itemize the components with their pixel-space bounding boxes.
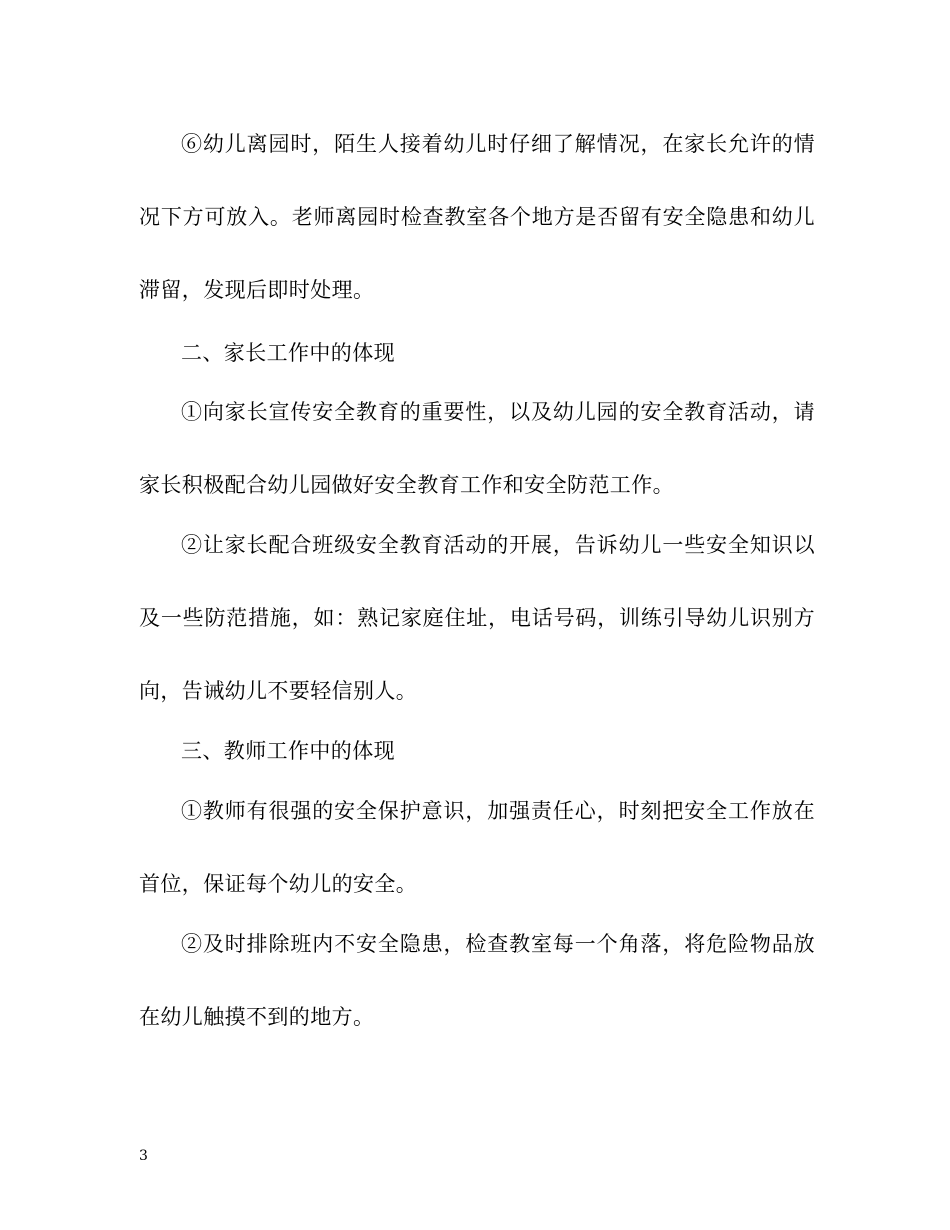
paragraph-line: 及一些防范措施，如：熟记家庭住址，电话号码，训练引导幼儿识别方 bbox=[139, 606, 815, 630]
page-number: 3 bbox=[139, 1148, 148, 1164]
paragraph-line: 向，告诫幼儿不要轻信别人。 bbox=[139, 679, 418, 703]
paragraph-line: ①向家长宣传安全教育的重要性，以及幼儿园的安全教育活动，请 bbox=[181, 400, 815, 424]
paragraph-line: 家长积极配合幼儿园做好安全教育工作和安全防范工作。 bbox=[139, 473, 674, 497]
paragraph-line: 在幼儿触摸不到的地方。 bbox=[139, 1005, 375, 1029]
paragraph-line: 滞留，发现后即时处理。 bbox=[139, 278, 375, 302]
section-heading: 二、家长工作中的体现 bbox=[181, 341, 395, 365]
paragraph-line: 况下方可放入。老师离园时检查教室各个地方是否留有安全隐患和幼儿 bbox=[139, 205, 815, 229]
section-heading: 三、教师工作中的体现 bbox=[181, 739, 395, 763]
paragraph-line: 首位，保证每个幼儿的安全。 bbox=[139, 872, 418, 896]
paragraph-line: ①教师有很强的安全保护意识，加强责任心，时刻把安全工作放在 bbox=[181, 799, 815, 823]
paragraph-line: ⑥幼儿离园时，陌生人接着幼儿时仔细了解情况，在家长允许的情 bbox=[181, 132, 815, 156]
paragraph-line: ②让家长配合班级安全教育活动的开展，告诉幼儿一些安全知识以 bbox=[181, 533, 815, 557]
paragraph-line: ②及时排除班内不安全隐患，检查教室每一个角落，将危险物品放 bbox=[181, 932, 815, 956]
